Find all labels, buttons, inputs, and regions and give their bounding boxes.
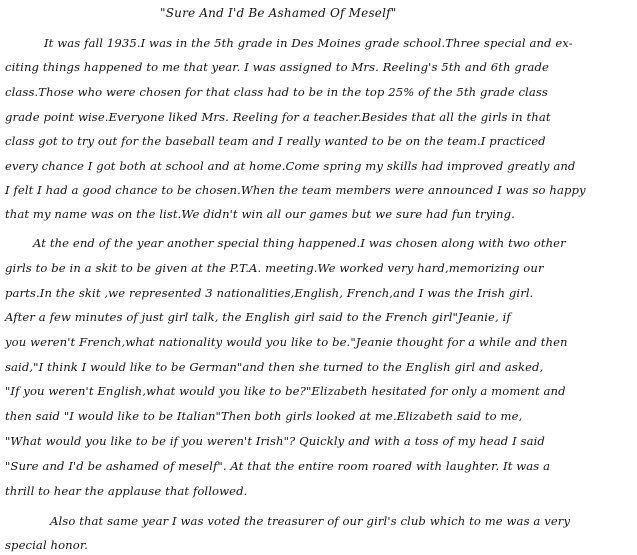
text-line: It was fall 1935.I was in the 5th grade in Des Moines grade school.Three special and ex- bbox=[44, 36, 573, 50]
text-line: "Sure and I'd be ashamed of meself". At that the entire room roared with laughter. It was a bbox=[5, 459, 551, 473]
text-line: grade point wise.Everyone liked Mrs. Reeling for a teacher.Besides that all the girls in that bbox=[5, 110, 551, 124]
text-line: said,"I think I would like to be German"and then she turned to the English girl and asked, bbox=[5, 360, 544, 374]
text-line: girls to be in a skit to be given at the P.T.A. meeting.We worked very hard,memorizing our bbox=[5, 261, 544, 275]
text-line: that my name was on the list.We didn't win all our games but we sure had fun trying. bbox=[5, 207, 515, 221]
text-line: thrill to hear the applause that followed. bbox=[5, 484, 248, 498]
text-line: every chance I got both at school and at home.Come spring my skills had improved greatly and bbox=[5, 159, 576, 173]
text-line: class got to try out for the baseball team and I really wanted to be on the team.I practiced bbox=[5, 134, 546, 148]
text-line: At the end of the year another special thing happened.I was chosen along with two other bbox=[33, 236, 566, 250]
text-line: then said "I would like to be Italian"Then both girls looked at me.Elizabeth said to me, bbox=[5, 409, 523, 423]
text-line: Also that same year I was voted the treasurer of our girl's club which to me was a very bbox=[50, 514, 571, 528]
text-line: I felt I had a good chance to be chosen.When the team members were announced I was so happy bbox=[5, 183, 586, 197]
text-line: class.Those who were chosen for that class had to be in the top 25% of the 5th grade class bbox=[5, 85, 548, 99]
essay-title: "Sure And I'd Be Ashamed Of Meself" bbox=[160, 6, 397, 20]
text-line: After a few minutes of just girl talk, the English girl said to the French girl"Jeanie, if bbox=[5, 310, 511, 324]
text-line: "What would you like to be if you weren't Irish"? Quickly and with a toss of my head I said bbox=[5, 434, 545, 448]
text-line: citing things happened to me that year. I was assigned to Mrs. Reeling's 5th and 6th grade bbox=[5, 60, 549, 74]
text-line: you weren't French,what nationality would you like to be."Jeanie thought for a while and then bbox=[5, 335, 568, 349]
text-line: special honor. bbox=[5, 538, 88, 552]
text-line: parts.In the skit ,we represented 3 nationalities,English, French,and I was the Irish girl. bbox=[5, 286, 534, 300]
text-line: "If you weren't English,what would you like to be?"Elizabeth hesitated for only a moment and bbox=[5, 384, 566, 398]
